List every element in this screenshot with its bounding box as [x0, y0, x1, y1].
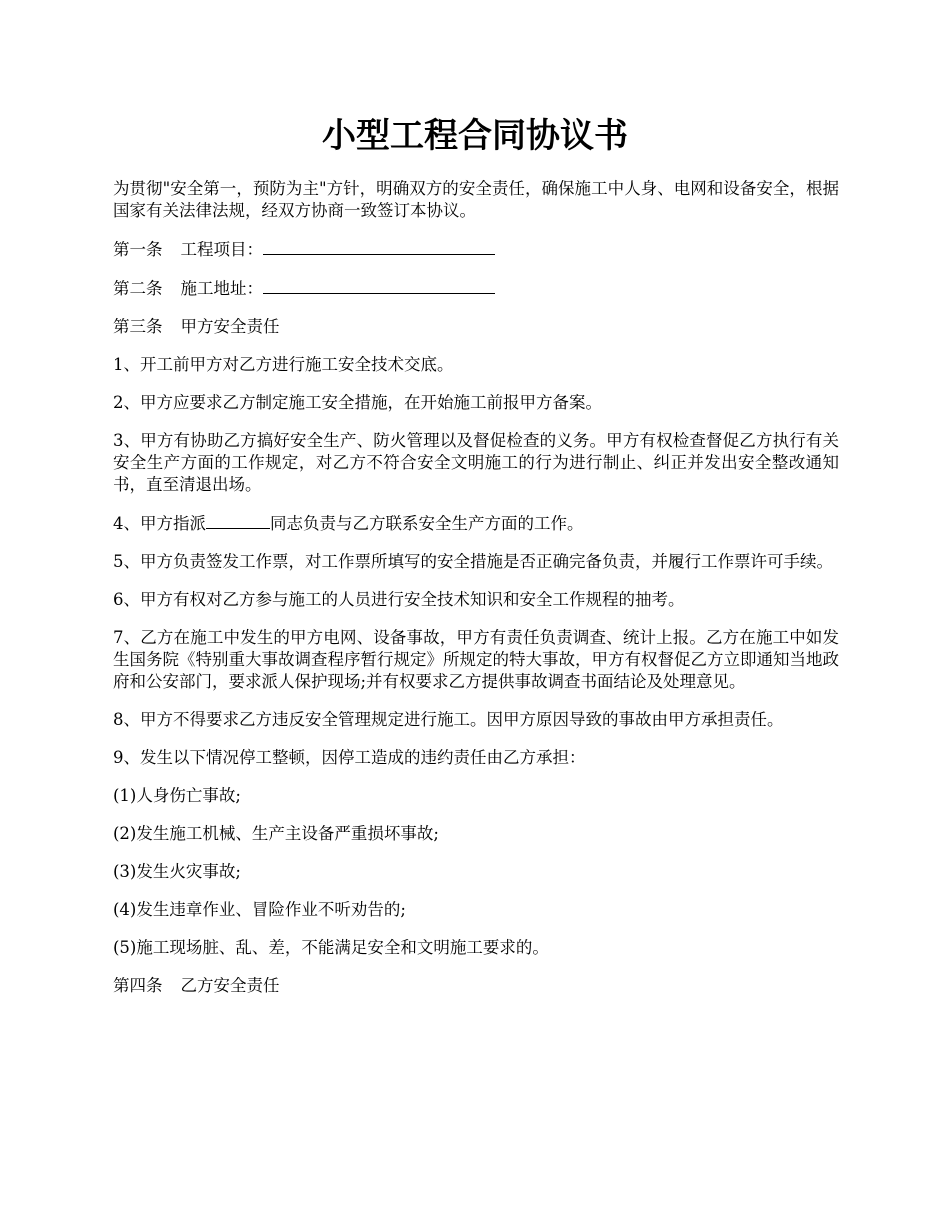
- article-2-number: 第二条: [113, 279, 163, 298]
- clause-3: 3、甲方有协助乙方搞好安全生产、防火管理以及督促检查的义务。甲方有权检查督促乙方执行有关安全生产方面的工作规定，对乙方不符合安全文明施工的行为进行制止、纠正并发出安全整改通知书，直至清退出场。: [113, 431, 839, 494]
- article-3-label: 甲方安全责任: [180, 317, 280, 336]
- clause-8: 8、甲方不得要求乙方违反安全管理规定进行施工。因甲方原因导致的事故由甲方承担责任。: [113, 710, 784, 729]
- assignee-blank: [206, 512, 270, 529]
- clause-4-prefix: 4、甲方指派: [113, 514, 206, 533]
- article-1-label: 工程项目：: [180, 240, 263, 259]
- sub-clause-4: (4)发生违章作业、冒险作业不听劝告的;: [113, 900, 406, 919]
- sub-clause-5: (5)施工现场脏、乱、差，不能满足安全和文明施工要求的。: [113, 938, 549, 957]
- clause-4-suffix: 同志负责与乙方联系安全生产方面的工作。: [270, 514, 584, 533]
- site-address-blank: [263, 277, 495, 294]
- sub-clause-2: (2)发生施工机械、生产主设备严重损坏事故;: [113, 824, 439, 843]
- article-2-label: 施工地址：: [180, 279, 263, 298]
- article-1-number: 第一条: [113, 240, 163, 259]
- project-name-blank: [263, 238, 495, 255]
- article-2: [113, 277, 839, 300]
- article-1: [113, 238, 839, 261]
- article-4-label: 乙方安全责任: [180, 976, 280, 995]
- clause-5: 5、甲方负责签发工作票，对工作票所填写的安全措施是否正确完备负责，并履行工作票许可手续。: [113, 552, 833, 571]
- sub-clause-3: (3)发生火灾事故;: [113, 862, 241, 881]
- article-4: [113, 975, 839, 997]
- document-body: [113, 178, 839, 1013]
- clause-2: 2、甲方应要求乙方制定施工安全措施，在开始施工前报甲方备案。: [113, 393, 602, 412]
- clause-4: [113, 512, 839, 535]
- clause-6: 6、甲方有权对乙方参与施工的人员进行安全技术知识和安全工作规程的抽考。: [113, 590, 685, 609]
- clause-1: 1、开工前甲方对乙方进行施工安全技术交底。: [113, 355, 454, 374]
- clause-7: 7、乙方在施工中发生的甲方电网、设备事故，甲方有责任负责调查、统计上报。乙方在施工中如发生国务院《特别重大事故调查程序暂行规定》所规定的特大事故，甲方有权督促乙方立即通知当地政府和公安部门，要求派人保护现场;并有权要求乙方提供事故调查书面结论及处理意见。: [113, 628, 839, 691]
- article-4-number: 第四条: [113, 976, 163, 995]
- article-3-number: 第三条: [113, 317, 163, 336]
- clause-9: 9、发生以下情况停工整顿，因停工造成的违约责任由乙方承担：: [113, 748, 586, 767]
- article-3: [113, 316, 839, 338]
- document-title: 小型工程合同协议书: [322, 116, 628, 156]
- intro-paragraph: 为贯彻"安全第一，预防为主"方针，明确双方的安全责任，确保施工中人身、电网和设备安全，根据国家有关法律法规，经双方协商一致签订本协议。: [113, 179, 839, 220]
- sub-clause-1: (1)人身伤亡事故;: [113, 786, 241, 805]
